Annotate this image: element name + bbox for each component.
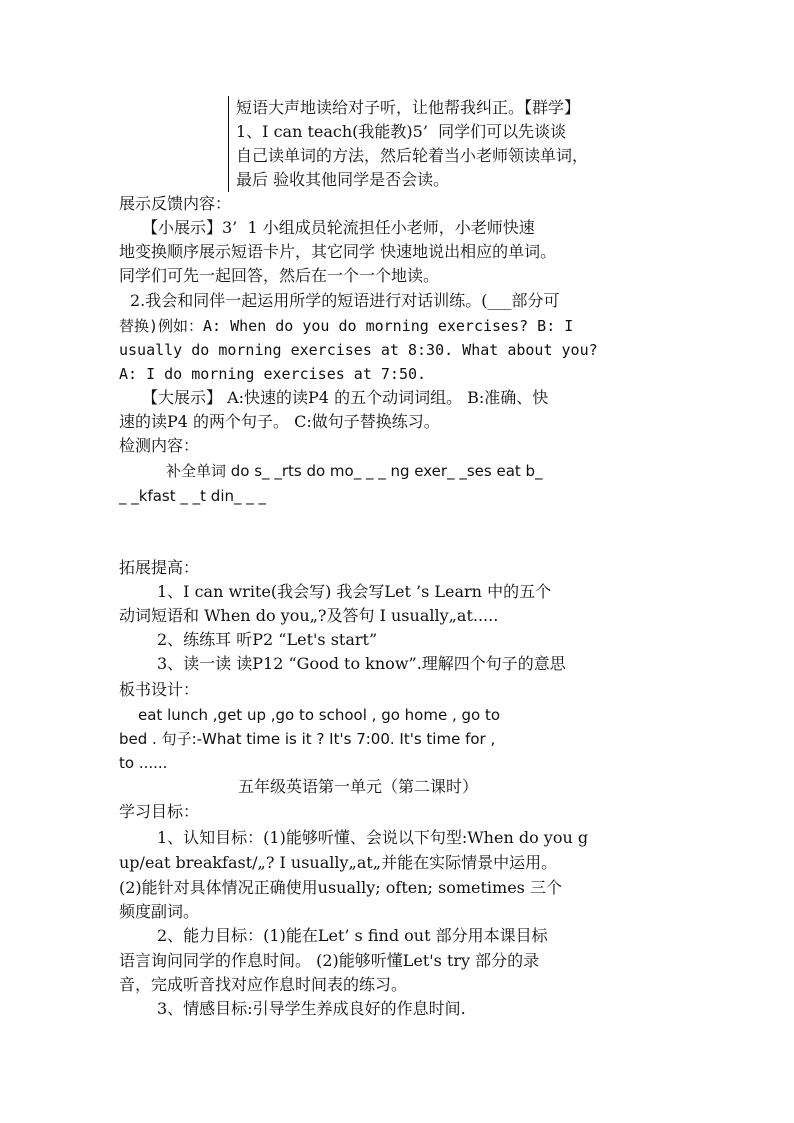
big-show-line: 【大展示】 A:快速的读P4 的五个动词词组。 B:准确、快 xyxy=(142,388,549,407)
small-show-line: 同学们可先一起回答，然后在一个一个地读。 xyxy=(119,266,440,285)
table-cell-border xyxy=(228,96,229,192)
fill-words-line: 补全单词 do s_ _rts do mo_ _ _ ng exer_ _ses eat b_ xyxy=(166,462,543,480)
table-cell-line: 1、I can teach(我能教)5’ 同学们可以先谈谈 xyxy=(236,122,567,141)
lesson-title: 五年级英语第一单元（第二课时） xyxy=(238,777,479,796)
goal-line: 1、认知目标：(1)能够听懂、会说以下句型:When do you g xyxy=(157,828,589,847)
table-cell-line: 最后 验收其他同学是否会读。 xyxy=(236,170,450,189)
board-line: to ...... xyxy=(119,754,168,772)
goals-heading: 学习目标： xyxy=(119,802,200,821)
extension-item: 2、练练耳 听P2 “Let's start” xyxy=(157,630,378,649)
goal-line: 3、情感目标:引导学生养成良好的作息时间. xyxy=(157,999,466,1018)
goal-line: 频度副词。 xyxy=(119,902,200,921)
table-cell-line: 自己读单词的方法，然后轮着当小老师领读单词， xyxy=(236,146,589,165)
extension-item: 3、读一读 读P12 “Good to know”.理解四个句子的意思 xyxy=(157,654,566,673)
goal-line: 2、能力目标：(1)能在Let’ s find out 部分用本课目标 xyxy=(157,926,548,945)
board-heading: 板书设计： xyxy=(119,680,200,699)
pair-practice-line: A: I do morning exercises at 7:50. xyxy=(119,365,427,383)
goal-line: 语言询问同学的作息时间。 (2)能够听懂Let's try 部分的录 xyxy=(119,951,540,970)
goal-line: up/eat breakfast/„? I usually„at„并能在实际情景中运用。 xyxy=(119,853,558,872)
small-show-line: 【小展示】3’ 1 小组成员轮流担任小老师，小老师快速 xyxy=(142,218,535,237)
table-cell-line: 短语大声地读给对子听，让他帮我纠正。【群学】 xyxy=(236,98,581,117)
goal-line: (2)能针对具体情况正确使用usually; often; sometimes 三个 xyxy=(119,878,562,897)
feedback-heading: 展示反馈内容： xyxy=(119,194,232,213)
test-heading: 检测内容： xyxy=(119,436,200,455)
extension-item: 1、I can write(我会写) 我会写Let ’s Learn 中的五个 xyxy=(157,582,552,601)
board-line: bed . 句子:-What time is it ? It's 7:00. It's time for , xyxy=(119,730,496,748)
pair-practice-line: 替换)例如：A: When do you do morning exercises? B: I xyxy=(119,317,574,335)
goal-line: 音，完成听音找对应作息时间表的练习。 xyxy=(119,975,408,994)
small-show-line: 地变换顺序展示短语卡片，其它同学 快速地说出相应的单词。 xyxy=(119,242,557,261)
fill-words-line: _ _kfast _ _t din_ _ _ xyxy=(119,487,267,505)
board-line: eat lunch ,get up ,go to school , go home , go to xyxy=(138,706,501,724)
big-show-line: 速的读P4 的两个句子。 C:做句子替换练习。 xyxy=(119,412,440,431)
pair-practice-line: 2.我会和同伴一起运用所学的短语进行对话训练。(___部分可 xyxy=(130,291,560,310)
extension-item: 动词短语和 When do you„?及答句 I usually„at..... xyxy=(119,606,499,625)
extension-heading: 拓展提高： xyxy=(119,558,200,577)
pair-practice-line: usually do morning exercises at 8:30. What about you? xyxy=(119,341,598,359)
